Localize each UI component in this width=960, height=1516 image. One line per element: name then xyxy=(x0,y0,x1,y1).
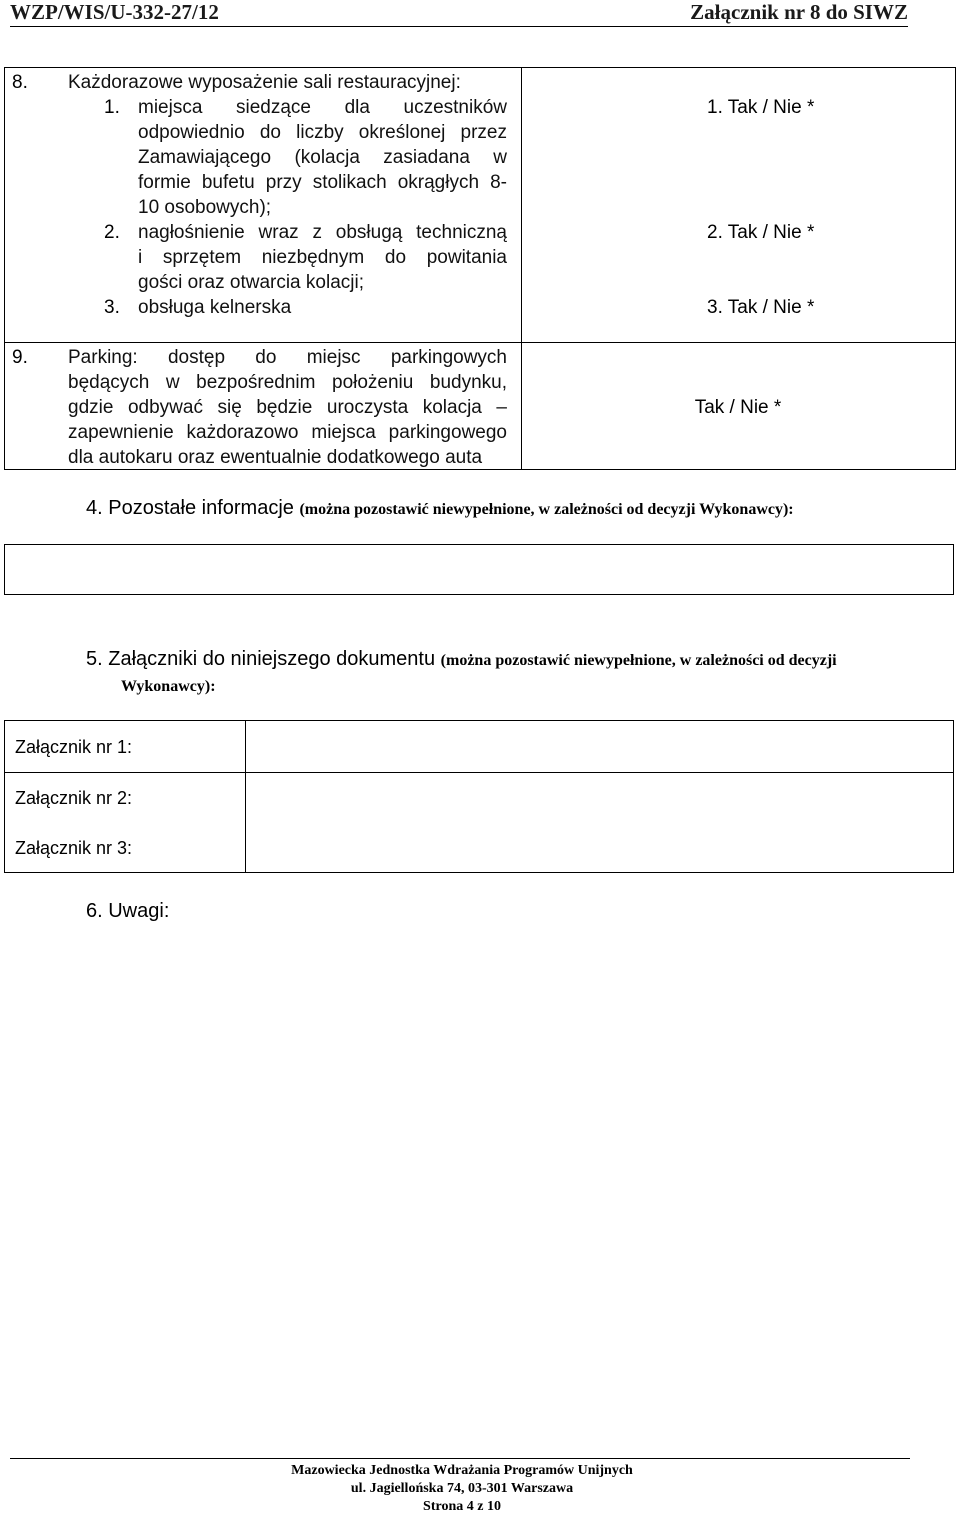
attachment-2-3-field[interactable] xyxy=(246,773,953,872)
document-reference: WZP/WIS/U-332-27/12 xyxy=(10,0,219,24)
item-9-number: 9. xyxy=(12,347,28,368)
section-5-note: (można pozostawić niewypełnione, w zależności od decyzji xyxy=(440,652,837,669)
footer-page-number: Strona 4 z 10 xyxy=(423,1499,501,1514)
item-8-sub2-line: i sprzętem niezbędnym do powitania xyxy=(138,247,507,268)
section-5-heading xyxy=(86,646,956,674)
item-8-sub2-number: 2. xyxy=(104,222,120,243)
item-8-sub2-line: gości oraz otwarcia kolacji; xyxy=(138,272,364,293)
item-8-sub1-line: formie bufetu przy stolikach okrągłych 8- xyxy=(138,172,507,193)
section-5-title: 5. Załączniki do niniejszego dokumentu xyxy=(86,648,436,670)
item-8-answer-1[interactable]: 1. Tak / Nie * xyxy=(707,97,815,118)
annex-title: Załącznik nr 8 do SIWZ xyxy=(690,0,908,24)
item-9-line: dla autokaru oraz ewentualnie dodatkowego auta xyxy=(68,447,483,468)
attachment-2-label: Załącznik nr 2: xyxy=(15,788,133,808)
section-6-heading: 6. Uwagi: xyxy=(86,900,170,922)
item-8-title: Każdorazowe wyposażenie sali restauracyjnej: xyxy=(68,72,461,93)
item-9-line: zapewnienie każdorazowo miejsca parkingowego xyxy=(68,422,507,443)
footer-org-name: Mazowiecka Jednostka Wdrażania Programów Unijnych xyxy=(291,1463,633,1478)
item-9-answer[interactable]: Tak / Nie * xyxy=(694,397,782,418)
item-8-sub3-text: obsługa kelnerska xyxy=(138,297,292,318)
other-info-field[interactable] xyxy=(4,544,954,595)
section-5-note-continued xyxy=(121,672,216,700)
attachment-3-label: Załącznik nr 3: xyxy=(15,838,133,858)
section-4-note: (można pozostawić niewypełnione, w zależności od decyzji Wykonawcy): xyxy=(299,501,794,518)
item-8-sub3-number: 3. xyxy=(104,297,120,318)
item-8-answer-2[interactable]: 2. Tak / Nie * xyxy=(707,222,815,243)
item-8-sub1-line: miejsca siedzące dla uczestników xyxy=(138,97,507,118)
item-8-sub1-number: 1. xyxy=(104,97,120,118)
footer-address: ul. Jagiellońska 74, 03-301 Warszawa xyxy=(350,1481,574,1496)
section-4-title: 4. Pozostałe informacje xyxy=(86,497,294,519)
page-header xyxy=(10,0,908,27)
item-8-sub2-line: nagłośnienie wraz z obsługą techniczną xyxy=(138,222,507,243)
attachment-1-field[interactable] xyxy=(246,721,953,770)
section-5-note-line2: Wykonawcy): xyxy=(121,678,216,695)
item-8-sub2-text xyxy=(138,220,507,295)
item-9-line: gdzie odbywać się będzie uroczysta kolacja – xyxy=(68,397,507,418)
item-9-line: Parking: dostęp do miejsc parkingowych xyxy=(68,347,507,368)
item-9-line: będących w bezpośrednim położeniu budynku, xyxy=(68,372,507,393)
row-divider xyxy=(5,342,955,343)
item-8-sub1-line: 10 osobowych); xyxy=(138,197,272,218)
attachment-1-label: Załącznik nr 1: xyxy=(15,737,133,757)
item-9-text xyxy=(68,345,507,470)
section-4-heading xyxy=(86,495,956,523)
item-8-sub1-line: odpowiednio do liczby określonej przez xyxy=(138,122,507,143)
item-8-sub1-line: Zamawiającego (kolacja zasiadana w xyxy=(138,147,507,168)
item-8-number: 8. xyxy=(12,72,28,93)
item-8-sub1-text xyxy=(138,95,507,220)
item-8-answer-3[interactable]: 3. Tak / Nie * xyxy=(707,297,815,318)
footer-divider xyxy=(10,1458,910,1459)
